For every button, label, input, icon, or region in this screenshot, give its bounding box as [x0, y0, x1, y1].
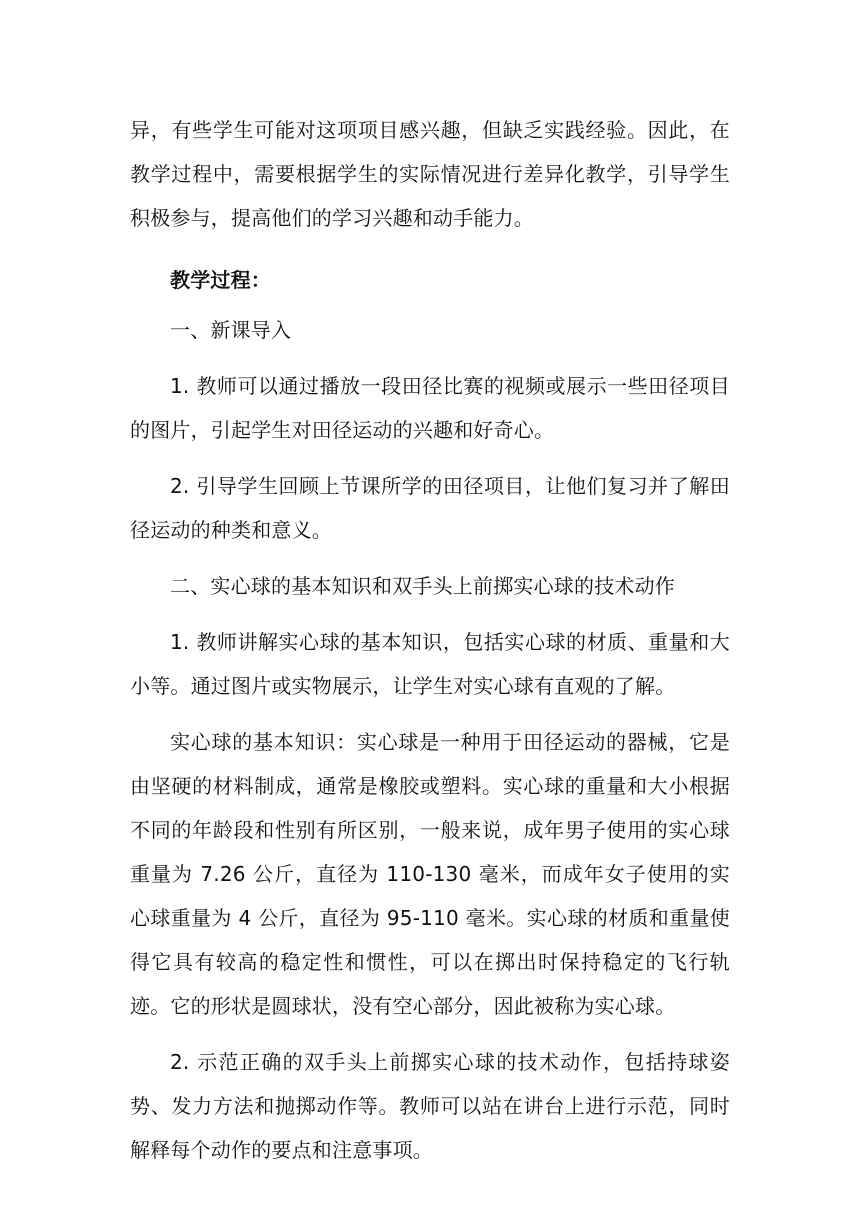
section-heading-teaching-process: 教学过程：	[170, 268, 271, 292]
paragraph-shot-ball-knowledge: 实心球的基本知识：实心球是一种用于田径运动的器械，它是由坚硬的材料制成，通常是橡胶或塑料。实心球的重量和大小根据不同的年龄段和性别有所区别，一般来说，成年男子使用的实心球重量为 7.26 公斤，直径为 110-130 毫米，而成年女子使用的实心球重量为 4 公斤，直径为 95-110 毫米。实心球的材质和重量使得它具有较高的稳定性和惯性，可以在掷出时保持稳定的飞行轨迹。它的形状是圆球状，没有空心部分，因此被称为实心球。	[130, 730, 730, 1018]
paragraph-continuation: 异，有些学生可能对这项项目感兴趣，但缺乏实践经验。因此，在教学过程中，需要根据学生的实际情况进行差异化教学，引导学生积极参与，提高他们的学习兴趣和动手能力。	[130, 118, 730, 230]
paragraph-basics-step-1: 1. 教师讲解实心球的基本知识，包括实心球的材质、重量和大小等。通过图片或实物展示，让学生对实心球有直观的了解。	[130, 630, 730, 698]
paragraph-basics-step-2: 2. 示范正确的双手头上前掷实心球的技术动作，包括持球姿势、发力方法和抛掷动作等。教师可以站在讲台上进行示范，同时解释每个动作的要点和注意事项。	[130, 1050, 730, 1162]
document-body	[130, 108, 730, 1172]
subheading-new-lesson-intro: 一、新课导入	[170, 318, 292, 342]
paragraph-intro-step-1: 1. 教师可以通过播放一段田径比赛的视频或展示一些田径项目的图片，引起学生对田径运动的兴趣和好奇心。	[130, 374, 730, 442]
subheading-shot-ball-basics: 二、实心球的基本知识和双手头上前掷实心球的技术动作	[170, 574, 675, 598]
paragraph-intro-step-2: 2. 引导学生回顾上节课所学的田径项目，让他们复习并了解田径运动的种类和意义。	[130, 474, 730, 542]
